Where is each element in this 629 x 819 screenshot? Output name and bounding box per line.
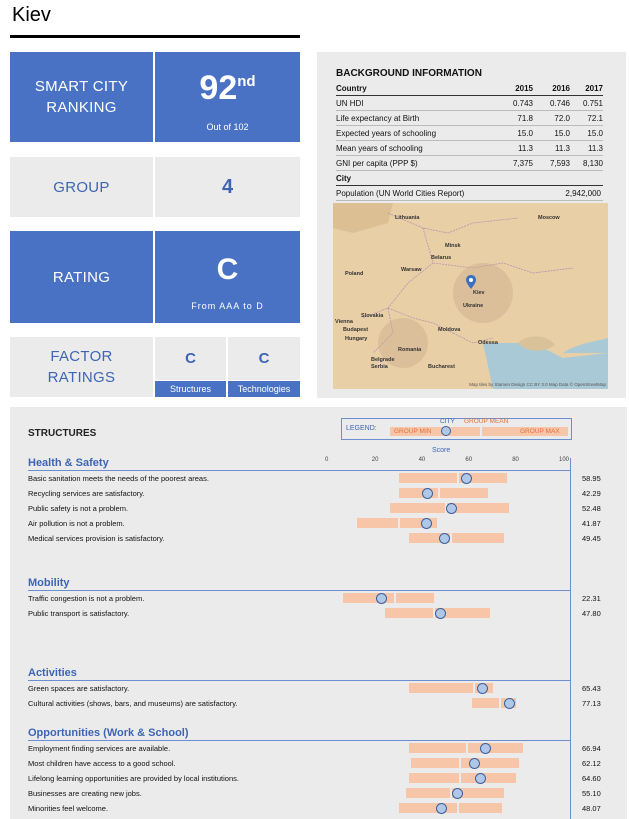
indicator-value: 15.0 <box>587 128 603 138</box>
legend-city-icon <box>441 426 451 436</box>
city-score-marker <box>435 608 446 619</box>
ranking-label-line2: RANKING <box>46 99 117 116</box>
score-value: 47.80 <box>582 609 601 618</box>
score-value: 58.95 <box>582 474 601 483</box>
map-place-label: Vienna <box>335 319 353 325</box>
section-title: Mobility <box>28 577 70 589</box>
group-range-bar <box>357 518 398 528</box>
question-text: Public safety is not a problem. <box>28 504 129 513</box>
city-score-marker <box>421 518 432 529</box>
question-text: Minorities feel welcome. <box>28 804 109 813</box>
map-place-label: Belarus <box>431 255 452 261</box>
indicator-label: Expected years of schooling <box>336 128 437 138</box>
city-score-marker <box>422 488 433 499</box>
background-header-row <box>336 81 603 96</box>
background-table <box>336 68 603 201</box>
question-text: Public transport is satisfactory. <box>28 609 130 618</box>
city-score-marker <box>469 758 480 769</box>
indicator-label: GNI per capita (PPP $) <box>336 158 418 168</box>
question-text: Recycling services are satisfactory. <box>28 489 145 498</box>
year-col: 2016 <box>552 83 570 93</box>
indicator-value: 0.751 <box>582 98 603 108</box>
rating-label <box>10 231 153 323</box>
factor-label-line1: FACTOR <box>50 348 113 365</box>
group-range-bar <box>390 503 445 513</box>
background-row <box>336 96 603 111</box>
group-range-bar <box>385 608 433 618</box>
city-score-marker <box>439 533 450 544</box>
question-text: Most children have access to a good school. <box>28 759 176 768</box>
region-map <box>333 203 608 389</box>
legend-group-max: GROUP MAX <box>520 428 560 435</box>
indicator-value: 11.3 <box>588 143 603 153</box>
ranking-out-of: Out of 102 <box>206 121 249 132</box>
factor-technologies-value <box>228 337 300 380</box>
title-divider <box>10 35 300 38</box>
score-value: 77.13 <box>582 699 601 708</box>
question-text: Employment finding services are available. <box>28 744 171 753</box>
question-text: Traffic congestion is not a problem. <box>28 594 145 603</box>
indicator-value: 15.0 <box>517 128 533 138</box>
legend <box>341 418 572 440</box>
indicator-label: Life expectancy at Birth <box>336 113 420 123</box>
background-row <box>336 111 603 126</box>
indicator-value: 8,130 <box>582 158 603 168</box>
rating-value <box>155 231 300 323</box>
score-label: Score <box>432 447 451 454</box>
score-value: 64.60 <box>582 774 601 783</box>
background-row <box>336 141 603 156</box>
group-value <box>155 157 300 217</box>
factor-structures-label: Structures <box>155 381 226 397</box>
score-value: 65.43 <box>582 684 601 693</box>
legend-city: CITY <box>440 418 455 425</box>
city-score-marker <box>376 593 387 604</box>
question-text: Basic sanitation meets the needs of the poorest areas. <box>28 474 209 483</box>
group-range-bar <box>452 533 505 543</box>
city-score-marker <box>477 683 488 694</box>
score-tick: 80 <box>512 457 519 463</box>
structures-title: STRUCTURES <box>28 428 97 439</box>
background-row <box>336 126 603 141</box>
score-tick: 0 <box>325 457 329 463</box>
factor-technologies-letter: C <box>258 350 270 367</box>
factor-label-line2: RATINGS <box>47 369 116 386</box>
legend-group-min: GROUP MIN <box>394 428 432 435</box>
score-tick: 60 <box>465 457 473 463</box>
year-col: 2015 <box>515 83 533 93</box>
city-title: Kiev <box>12 4 51 26</box>
background-row <box>336 156 603 171</box>
ranking-value <box>155 52 300 142</box>
score-value: 55.10 <box>582 789 601 798</box>
section-title: Opportunities (Work & School) <box>28 727 189 739</box>
year-col: 2017 <box>585 83 603 93</box>
city-score-marker <box>452 788 463 799</box>
location-pin-icon <box>466 275 476 289</box>
indicator-value: 7,593 <box>549 158 570 168</box>
map-place-label: Moscow <box>538 215 560 221</box>
question-text: Cultural activities (shows, bars, and museums) are satisfactory. <box>28 699 238 708</box>
group-label-text: GROUP <box>53 178 110 196</box>
city-score-marker <box>446 503 457 514</box>
section-rule <box>28 680 570 681</box>
score-value: 49.45 <box>582 534 601 543</box>
map-place-label: Odessa <box>478 340 498 346</box>
group-range-bar <box>399 803 457 813</box>
question-text: Lifelong learning opportunities are provided by local institutions. <box>28 774 239 783</box>
section-rule <box>28 470 570 471</box>
score-value: 48.07 <box>582 804 601 813</box>
score-tick: 40 <box>418 457 426 463</box>
ranking-suffix: nd <box>237 72 256 90</box>
group-range-bar <box>468 743 523 753</box>
population-label: Population (UN World Cities Report) <box>336 188 465 198</box>
section-title: Activities <box>28 667 77 679</box>
group-range-bar <box>472 698 499 708</box>
question-text: Air pollution is not a problem. <box>28 519 125 528</box>
score-tick: 20 <box>371 457 379 463</box>
indicator-label: UN HDI <box>336 98 364 108</box>
indicator-value: 71.8 <box>517 113 533 123</box>
value-column-divider <box>570 458 571 819</box>
city-score-marker <box>480 743 491 754</box>
city-score-marker <box>436 803 447 814</box>
map-place-label: Minsk <box>445 243 461 249</box>
city-score-marker <box>461 473 472 484</box>
rating-label-text: RATING <box>52 268 111 286</box>
score-value: 52.48 <box>582 504 601 513</box>
population-row <box>336 186 603 201</box>
factor-technologies-label: Technologies <box>228 381 300 397</box>
score-tick: 100 <box>559 457 570 463</box>
city-score-marker <box>475 773 486 784</box>
map-place-label: Serbia <box>371 364 388 370</box>
background-title: BACKGROUND INFORMATION <box>336 68 482 79</box>
group-range-bar <box>411 758 459 768</box>
group-range-bar <box>409 683 474 693</box>
rating-scale: From AAA to D <box>191 301 264 311</box>
ranking-label <box>10 52 153 142</box>
group-range-bar <box>409 743 467 753</box>
group-range-bar <box>406 788 449 798</box>
score-value: 42.29 <box>582 489 601 498</box>
group-range-bar <box>396 593 435 603</box>
section-title: Health & Safety <box>28 457 109 469</box>
group-range-bar <box>440 488 488 498</box>
factor-structures-value <box>155 337 226 380</box>
indicator-value: 0.743 <box>512 98 533 108</box>
score-value: 66.94 <box>582 744 601 753</box>
section-rule <box>28 590 570 591</box>
question-text: Medical services provision is satisfactory. <box>28 534 165 543</box>
section-rule <box>28 740 570 741</box>
map-place-label: Ukraine <box>463 303 484 309</box>
indicator-value: 11.3 <box>518 143 533 153</box>
indicator-value: 7,375 <box>512 158 533 168</box>
group-range-bar <box>461 773 516 783</box>
group-range-bar <box>459 803 502 813</box>
country-label: Country <box>336 83 367 93</box>
ranking-number: 92nd <box>199 68 256 107</box>
map-place-label: Hungary <box>345 336 368 342</box>
factor-structures-letter: C <box>185 350 196 367</box>
factor-label <box>10 337 153 397</box>
indicator-label: Mean years of schooling <box>336 143 423 153</box>
map-place-label: Bucharest <box>428 364 455 370</box>
map-place-label: Kiev <box>473 290 485 296</box>
score-value: 22.31 <box>582 594 601 603</box>
indicator-value: 72.0 <box>554 113 570 123</box>
indicator-value: 15.0 <box>554 128 570 138</box>
indicator-value: 72.1 <box>587 113 603 123</box>
map-credit: Map tiles by Stamen Design CC BY 3.0 Map Data © OpenStreetMap <box>469 382 606 387</box>
map-place-label: Lithuania <box>395 215 420 221</box>
group-range-bar <box>409 773 459 783</box>
map-place-label: Slovakia <box>361 313 384 319</box>
indicator-value: 11.3 <box>555 143 570 153</box>
group-label <box>10 157 153 217</box>
ranking-label-line1: SMART CITY <box>34 78 129 95</box>
question-text: Green spaces are satisfactory. <box>28 684 130 693</box>
legend-group-mean: GROUP MEAN <box>464 418 509 425</box>
indicator-value: 0.746 <box>549 98 570 108</box>
map-place-label: Budapest <box>343 327 369 333</box>
question-text: Businesses are creating new jobs. <box>28 789 142 798</box>
map-place-label: Warsaw <box>401 267 422 273</box>
map-place-label: Poland <box>345 271 364 277</box>
map-place-label: Moldova <box>438 327 461 333</box>
legend-label: LEGEND: <box>346 425 377 432</box>
score-value: 62.12 <box>582 759 601 768</box>
map-place-label: Belgrade <box>371 357 395 363</box>
city-label: City <box>336 173 352 183</box>
score-value: 41.87 <box>582 519 601 528</box>
population-value: 2,942,000 <box>565 188 601 198</box>
group-value-text: 4 <box>221 175 234 198</box>
city-score-marker <box>504 698 515 709</box>
city-header-row <box>336 171 603 186</box>
rating-value-text: C <box>216 253 239 286</box>
map-place-label: Romania <box>398 347 422 353</box>
group-range-bar <box>399 473 457 483</box>
